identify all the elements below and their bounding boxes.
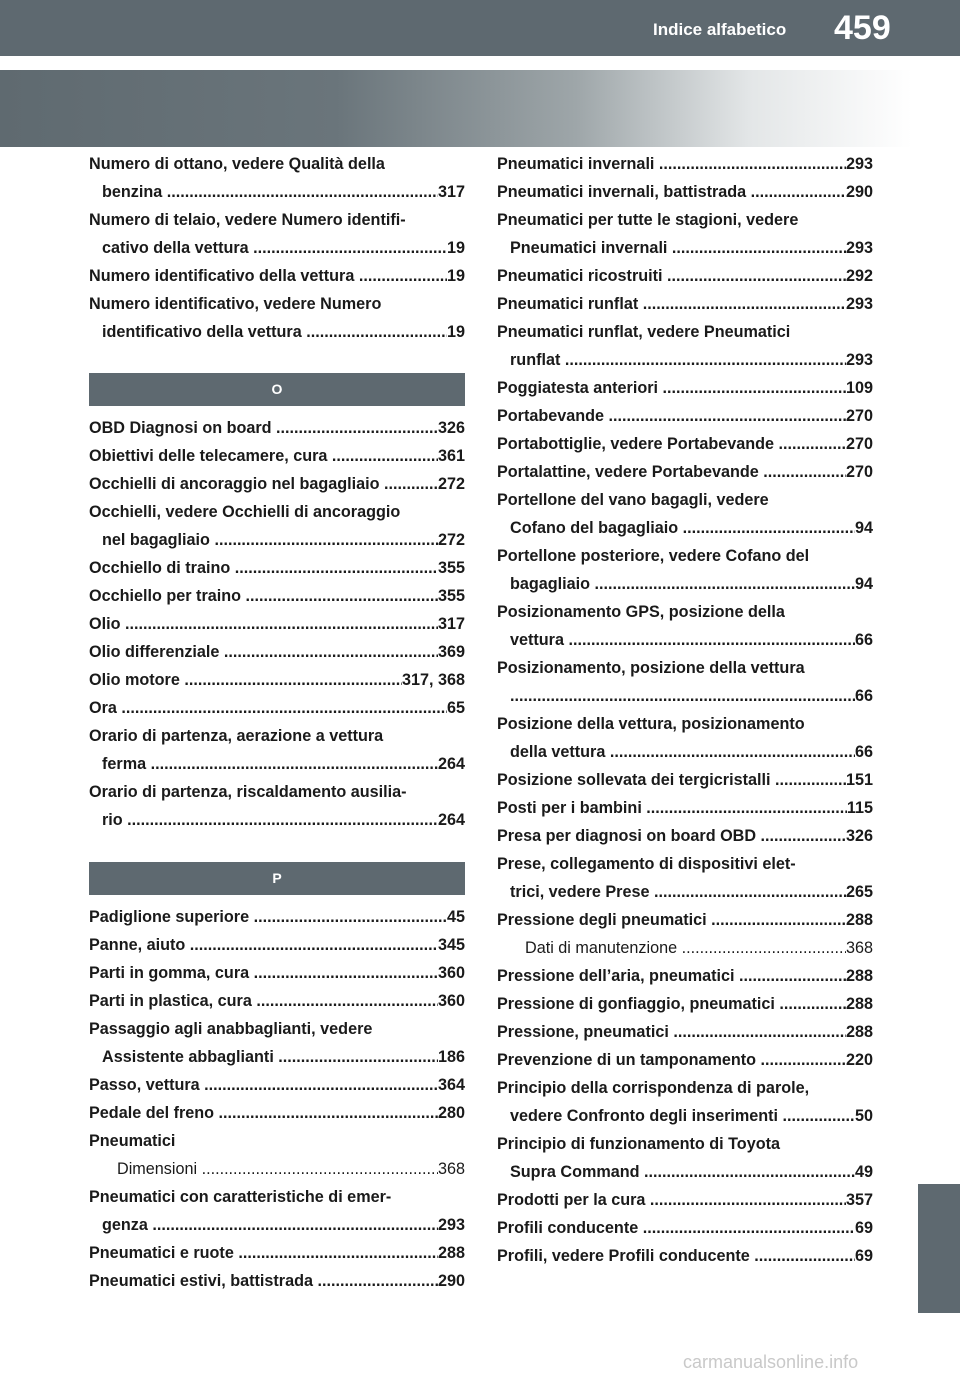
thumb-index-tab	[918, 1184, 960, 1313]
entry-line	[89, 903, 465, 931]
entry-line	[89, 1267, 465, 1295]
decorative-gradient-band	[0, 70, 960, 147]
entry-term: nel bagagliaio .....	[102, 526, 438, 554]
index-entry	[497, 1130, 873, 1186]
index-entry	[89, 262, 465, 290]
entry-page-number: 270	[845, 435, 873, 453]
index-entry	[497, 1074, 873, 1130]
entry-page-number: 293	[845, 295, 873, 313]
index-entry	[497, 542, 873, 598]
entry-term: Passo, vettura .....	[89, 1071, 438, 1099]
index-entry	[89, 554, 465, 582]
entry-line	[497, 906, 873, 934]
index-entry	[89, 903, 465, 931]
entry-line-continuation	[89, 234, 465, 262]
index-entry	[497, 850, 873, 906]
entry-page-number: 45	[446, 908, 465, 926]
entry-line	[89, 1183, 465, 1211]
entry-line	[497, 1074, 873, 1102]
entry-page-number: 66	[854, 687, 873, 705]
entry-line-continuation	[89, 806, 465, 834]
entry-page-number: 293	[845, 351, 873, 369]
entry-line	[89, 722, 465, 750]
entry-page-number: 264	[437, 811, 465, 829]
entry-page-number: 270	[845, 463, 873, 481]
entry-page-number: 19	[446, 267, 465, 285]
entry-term: Posti per i bambini .....	[497, 794, 847, 822]
entry-term: trici, vedere Prese .....	[510, 878, 846, 906]
entry-term: Portalattine, vedere Portabevande .....	[497, 458, 846, 486]
index-entry	[497, 206, 873, 262]
entry-term: Pressione dell’aria, pneumatici .....	[497, 962, 846, 990]
entry-term: Occhielli di ancoraggio nel bagagliaio .....	[89, 470, 438, 498]
entry-line	[497, 402, 873, 430]
entry-page-number: 317, 368	[401, 671, 465, 689]
entry-page-number: 49	[854, 1163, 873, 1181]
entry-line	[497, 1186, 873, 1214]
header-bar	[0, 0, 960, 56]
entry-line	[89, 1015, 465, 1043]
entry-group-right	[497, 150, 873, 1270]
entry-line	[497, 990, 873, 1018]
entry-page-number: 293	[845, 155, 873, 173]
index-entry	[89, 498, 465, 554]
entry-page-number: 326	[437, 419, 465, 437]
entry-term: Supra Command .....	[510, 1158, 855, 1186]
watermark: carmanualsonline.info	[683, 1352, 859, 1372]
entry-page-number: 109	[845, 379, 873, 397]
entry-term: Olio .....	[89, 610, 438, 638]
index-entry	[89, 150, 465, 206]
entry-page-number: 364	[437, 1076, 465, 1094]
entry-line	[497, 850, 873, 878]
entry-page-number: 368	[845, 939, 873, 957]
entry-page-number: 345	[437, 936, 465, 954]
index-entry	[497, 822, 873, 850]
entry-term: benzina .....	[102, 178, 438, 206]
entry-term: Pneumatici invernali, battistrada .....	[497, 178, 846, 206]
index-entry	[89, 722, 465, 778]
entry-term: ferma .....	[102, 750, 438, 778]
entry-line	[89, 554, 465, 582]
entry-line	[497, 766, 873, 794]
entry-page-number: 65	[446, 699, 465, 717]
index-entry	[89, 1099, 465, 1127]
index-entry	[89, 778, 465, 834]
entry-term: Pneumatici invernali .....	[510, 234, 846, 262]
entry-term: Pressione degli pneumatici .....	[497, 906, 846, 934]
index-entry	[89, 987, 465, 1015]
entry-page-number: 360	[437, 992, 465, 1010]
entry-line	[89, 1155, 465, 1183]
entry-term: vettura .....	[510, 626, 855, 654]
entry-line	[89, 778, 465, 806]
entry-page-number: 290	[845, 183, 873, 201]
index-entry	[89, 1239, 465, 1267]
entry-term: Portellone del vano bagagli, vedere	[497, 491, 769, 509]
entry-term: Occhiello per traino .....	[89, 582, 438, 610]
entry-term: Prevenzione di un tamponamento .....	[497, 1046, 846, 1074]
entry-term: Posizionamento GPS, posizione della	[497, 603, 785, 621]
entry-line	[497, 1046, 873, 1074]
entry-page-number: 317	[437, 615, 465, 633]
entry-line	[497, 962, 873, 990]
entry-line	[89, 262, 465, 290]
index-entry	[497, 486, 873, 542]
entry-line	[497, 1018, 873, 1046]
entry-line-continuation	[497, 878, 873, 906]
index-entry	[497, 374, 873, 402]
index-entry	[89, 1015, 465, 1071]
entry-term: vedere Confronto degli inserimenti .....	[510, 1102, 855, 1130]
index-entry	[89, 414, 465, 442]
entry-page-number: 290	[437, 1272, 465, 1290]
entry-term: Portellone posteriore, vedere Cofano del	[497, 547, 810, 565]
entry-page-number: 94	[854, 519, 873, 537]
entry-line	[89, 666, 465, 694]
entry-term: Occhielli, vedere Occhielli di ancoraggio	[89, 503, 401, 521]
entry-line	[497, 1242, 873, 1270]
index-column-left	[89, 150, 465, 1295]
index-entry	[497, 458, 873, 486]
entry-line-continuation	[89, 178, 465, 206]
entry-term: Profili conducente .....	[497, 1214, 855, 1242]
entry-line-continuation	[89, 526, 465, 554]
entry-line	[497, 262, 873, 290]
entry-line	[89, 414, 465, 442]
entry-term: OBD Diagnosi on board .....	[89, 414, 438, 442]
entry-line	[89, 1239, 465, 1267]
entry-page-number: 19	[446, 239, 465, 257]
entry-page-number: 357	[845, 1191, 873, 1209]
entry-term: Prese, collegamento di dispositivi elet-	[497, 855, 796, 873]
entry-page-number: 292	[845, 267, 873, 285]
entry-term: Orario di partenza, aerazione a vettura	[89, 727, 384, 745]
entry-term: Pneumatici	[89, 1132, 176, 1150]
entry-line	[497, 206, 873, 234]
entry-term: Pneumatici runflat .....	[497, 290, 846, 318]
entry-term: bagagliaio .....	[510, 570, 855, 598]
entry-group-top	[89, 150, 465, 346]
entry-line	[497, 430, 873, 458]
index-entry	[89, 1183, 465, 1239]
entry-line-continuation	[497, 1158, 873, 1186]
index-entry	[89, 1155, 465, 1183]
index-entry	[89, 610, 465, 638]
entry-page-number: 288	[845, 995, 873, 1013]
index-entry	[497, 1214, 873, 1242]
entry-page-number: 186	[437, 1048, 465, 1066]
entry-page-number: 94	[854, 575, 873, 593]
index-entry	[497, 710, 873, 766]
entry-line-continuation	[89, 750, 465, 778]
entry-line	[89, 931, 465, 959]
section-header-p: P	[89, 862, 465, 895]
entry-line	[89, 498, 465, 526]
entry-line-continuation	[89, 318, 465, 346]
index-entry	[89, 931, 465, 959]
entry-line	[89, 987, 465, 1015]
index-entry	[497, 1018, 873, 1046]
index-entry	[89, 290, 465, 346]
entry-term: Numero identificativo della vettura .....	[89, 262, 447, 290]
entry-page-number: 264	[437, 755, 465, 773]
entry-line	[497, 290, 873, 318]
index-entry	[89, 666, 465, 694]
entry-line	[89, 290, 465, 318]
entry-line	[497, 934, 873, 962]
entry-page-number: 265	[845, 883, 873, 901]
entry-line-continuation	[497, 1102, 873, 1130]
entry-line	[497, 458, 873, 486]
entry-line	[497, 598, 873, 626]
index-entry	[497, 990, 873, 1018]
entry-term	[510, 682, 855, 710]
index-entry	[89, 470, 465, 498]
entry-line	[89, 694, 465, 722]
entry-line	[497, 150, 873, 178]
entry-line	[89, 206, 465, 234]
section-header-o: O	[89, 373, 465, 406]
entry-line	[89, 150, 465, 178]
entry-line	[89, 442, 465, 470]
entry-line-continuation	[89, 1043, 465, 1071]
entry-line-continuation	[497, 682, 873, 710]
index-entry	[89, 582, 465, 610]
entry-page-number: 293	[845, 239, 873, 257]
entry-term: Numero di ottano, vedere Qualità della	[89, 155, 385, 173]
index-entry	[497, 1242, 873, 1270]
index-entry	[89, 638, 465, 666]
entry-line-continuation	[497, 738, 873, 766]
entry-term: Prodotti per la cura .....	[497, 1186, 846, 1214]
entry-page-number: 369	[437, 643, 465, 661]
index-entry	[497, 1186, 873, 1214]
entry-page-number: 368	[437, 1160, 465, 1178]
entry-term: Pneumatici ricostruiti .....	[497, 262, 846, 290]
entry-line	[497, 654, 873, 682]
index-entry	[497, 906, 873, 934]
entry-page-number: 288	[437, 1244, 465, 1262]
entry-term: Pneumatici e ruote .....	[89, 1239, 438, 1267]
index-entry	[497, 178, 873, 206]
index-entry	[89, 694, 465, 722]
entry-term: Posizione della vettura, posizionamento	[497, 715, 805, 733]
entry-page-number: 69	[854, 1247, 873, 1265]
entry-term: Passaggio agli anabbaglianti, vedere	[89, 1020, 373, 1038]
index-entry	[89, 206, 465, 262]
entry-page-number: 360	[437, 964, 465, 982]
entry-term: Occhiello di traino .....	[89, 554, 438, 582]
entry-line	[497, 710, 873, 738]
entry-term: Numero di telaio, vedere Numero identifi-	[89, 211, 406, 229]
entry-page-number: 66	[854, 743, 873, 761]
entry-term: Portabevande .....	[497, 402, 846, 430]
entry-line	[497, 318, 873, 346]
index-entry	[497, 318, 873, 374]
entry-line	[497, 542, 873, 570]
entry-term: Cofano del bagagliaio .....	[510, 514, 855, 542]
entry-term: Pressione, pneumatici .....	[497, 1018, 846, 1046]
entry-page-number: 272	[437, 531, 465, 549]
entry-line	[89, 1127, 465, 1155]
entry-term: Numero identificativo, vedere Numero	[89, 295, 382, 313]
entry-term: Principio di funzionamento di Toyota	[497, 1135, 780, 1153]
entry-term: Pneumatici runflat, vedere Pneumatici	[497, 323, 791, 341]
entry-term: Orario di partenza, riscaldamento ausilia-	[89, 783, 407, 801]
entry-term: Posizione sollevata dei tergicristalli .....	[497, 766, 846, 794]
entry-page-number: 355	[437, 587, 465, 605]
entry-line	[89, 582, 465, 610]
index-entry	[497, 290, 873, 318]
entry-term: Pneumatici invernali .....	[497, 150, 846, 178]
index-entry	[497, 766, 873, 794]
entry-page-number: 361	[437, 447, 465, 465]
entry-line	[89, 1071, 465, 1099]
index-column-right	[497, 150, 873, 1270]
index-entry	[497, 934, 873, 962]
index-entry	[497, 598, 873, 654]
entry-line	[497, 1130, 873, 1158]
entry-line	[89, 610, 465, 638]
index-entry	[497, 262, 873, 290]
entry-term: Presa per diagnosi on board OBD .....	[497, 822, 846, 850]
entry-page-number: 115	[846, 799, 873, 817]
entry-line	[497, 374, 873, 402]
entry-line-continuation	[497, 626, 873, 654]
entry-term: Olio differenziale .....	[89, 638, 438, 666]
entry-term: Obiettivi delle telecamere, cura .....	[89, 442, 438, 470]
entry-line-continuation	[497, 346, 873, 374]
entry-term: Poggiatesta anteriori .....	[497, 374, 846, 402]
entry-term: Olio motore .....	[89, 666, 402, 694]
index-entry	[89, 1267, 465, 1295]
index-entry	[89, 1071, 465, 1099]
entry-term: Assistente abbaglianti .....	[102, 1043, 438, 1071]
entry-page-number: 355	[437, 559, 465, 577]
entry-page-number: 326	[845, 827, 873, 845]
entry-page-number: 317	[437, 183, 465, 201]
index-entry	[89, 442, 465, 470]
index-entry	[497, 430, 873, 458]
index-entry	[497, 654, 873, 710]
entry-page-number: 288	[845, 967, 873, 985]
entry-term: Pneumatici con caratteristiche di emer-	[89, 1188, 392, 1206]
entry-line-continuation	[497, 234, 873, 262]
entry-term: Pressione di gonfiaggio, pneumatici .....	[497, 990, 846, 1018]
entry-page-number: 69	[854, 1219, 873, 1237]
entry-page-number: 19	[446, 323, 465, 341]
entry-term: Portabottiglie, vedere Portabevande .....	[497, 430, 846, 458]
entry-term: Profili, vedere Profili conducente .....	[497, 1242, 855, 1270]
entry-line	[89, 1099, 465, 1127]
entry-page-number: 220	[845, 1051, 873, 1069]
entry-page-number: 293	[437, 1216, 465, 1234]
entry-term: Principio della corrispondenza di parole,	[497, 1079, 810, 1097]
entry-term: genza .....	[102, 1211, 438, 1239]
entry-term: runflat .....	[510, 346, 846, 374]
entry-term: Parti in plastica, cura .....	[89, 987, 438, 1015]
entry-term: Pneumatici per tutte le stagioni, vedere	[497, 211, 799, 229]
index-entry	[497, 1046, 873, 1074]
entry-term: della vettura .....	[510, 738, 855, 766]
entry-page-number: 50	[854, 1107, 873, 1125]
entry-term: rio .....	[102, 806, 438, 834]
index-entry	[89, 1127, 465, 1155]
entry-page-number: 280	[437, 1104, 465, 1122]
entry-line	[89, 638, 465, 666]
page-number: 459	[834, 9, 891, 47]
entry-line	[497, 178, 873, 206]
entry-term: Padiglione superiore .....	[89, 903, 447, 931]
index-entry	[497, 402, 873, 430]
header-title: Indice alfabetico	[653, 20, 787, 39]
entry-term: cativo della vettura .....	[102, 234, 447, 262]
entry-page-number: 272	[437, 475, 465, 493]
entry-term: Dati di manutenzione .....	[525, 934, 846, 962]
index-entry	[497, 150, 873, 178]
entry-line	[89, 470, 465, 498]
entry-page-number: 288	[845, 1023, 873, 1041]
entry-page-number: 270	[845, 407, 873, 425]
entry-term: Pedale del freno .....	[89, 1099, 438, 1127]
entry-page-number: 151	[845, 771, 873, 789]
entry-term: Dimensioni .....	[117, 1155, 438, 1183]
entry-term: Panne, aiuto .....	[89, 931, 438, 959]
entry-line-continuation	[497, 514, 873, 542]
entry-line	[497, 794, 873, 822]
entry-term: Posizionamento, posizione della vettura	[497, 659, 805, 677]
entry-term: Pneumatici estivi, battistrada .....	[89, 1267, 438, 1295]
index-entry	[497, 962, 873, 990]
entry-line	[497, 822, 873, 850]
entry-line	[89, 959, 465, 987]
entry-line-continuation	[497, 570, 873, 598]
index-entry	[497, 794, 873, 822]
entry-page-number: 66	[854, 631, 873, 649]
entry-term: Parti in gomma, cura .....	[89, 959, 438, 987]
entry-term: Ora .....	[89, 694, 447, 722]
entry-line-continuation	[89, 1211, 465, 1239]
entry-group-o	[89, 414, 465, 834]
entry-group-p	[89, 903, 465, 1295]
index-entry	[89, 959, 465, 987]
entry-line	[497, 486, 873, 514]
entry-page-number: 288	[845, 911, 873, 929]
entry-term: identificativo della vettura .....	[102, 318, 447, 346]
entry-line	[497, 1214, 873, 1242]
